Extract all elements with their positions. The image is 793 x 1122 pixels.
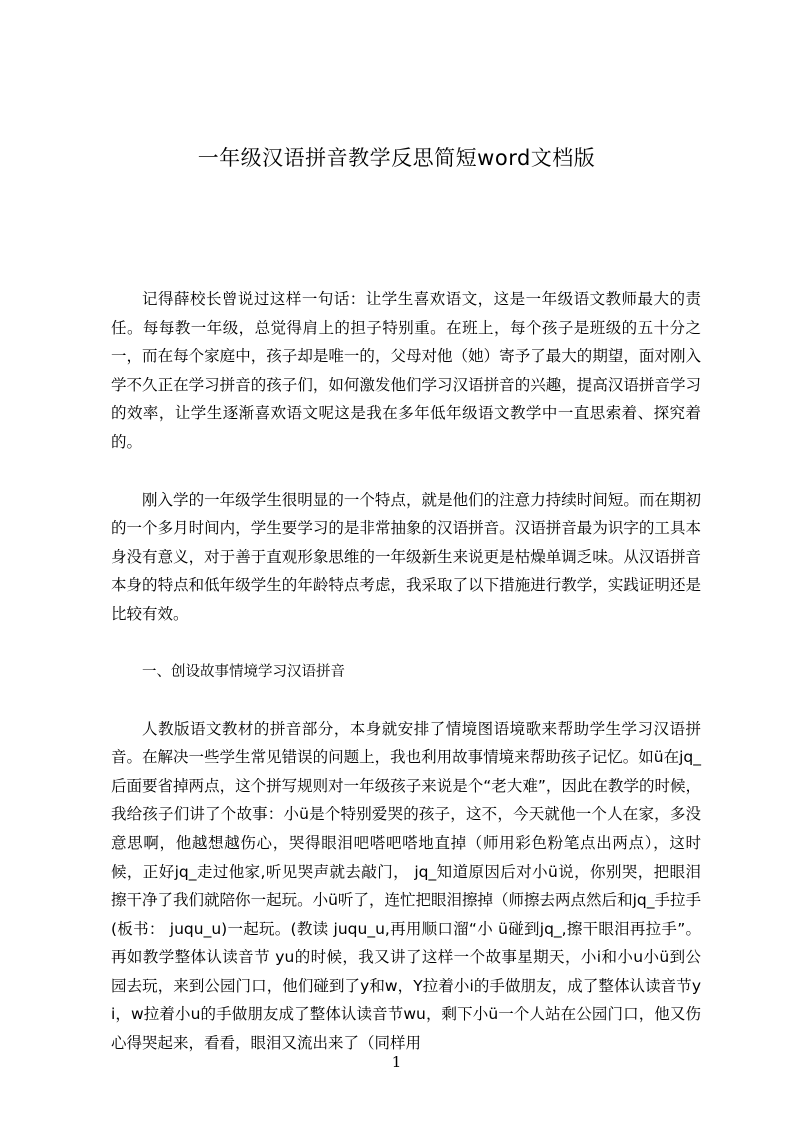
- paragraph-spacer: [111, 686, 701, 715]
- document-body: [111, 285, 701, 1058]
- body-paragraph: 记得薛校长曾说过这样一句话：让学生喜欢语文，这是一年级语文教师最大的责任。每每教一年级，总觉得肩上的担子特别重。在班上，每个孩子是班级的五十分之一，而在每个家庭中，孩子却是唯一的，父母对他（她）寄予了最大的期望，面对刚入学不久正在学习拼音的孩子们，如何激发他们学习汉语拼音的兴趣，提高汉语拼音学习的效率，让学生逐渐喜欢语文呢这是我在多年低年级语文教学中一直思索着、探究着的。: [111, 290, 701, 451]
- body-paragraph: 人教版语文教材的拼音部分，本身就安排了情境图语境歌来帮助学生学习汉语拼音。在解决一些学生常见错误的问题上，我也利用故事情境来帮助孩子记忆。如ü在jq_后面要省掉两点，这个拼写规则对一年级孩子来说是个“老大难”，因此在教学的时候，我给孩子们讲了个故事：小ü是个特别爱哭的孩子，这不，今天就他一个人在家，多没意思啊，他越想越伤心，哭得眼泪吧嗒吧嗒地直掉（师用彩色粉笔点出两点），这时候，正好jq_走过他家,听见哭声就去敲门， jq_知道原因后对小ü说，你别哭，把眼泪擦干净了我们就陪你一起玩。小ü听了，连忙把眼泪擦掉（师擦去两点然后和jq_手拉手(板书： juqu_u)一起玩。(教读 juqu_u,再用顺口溜“小 ü碰到jq_,擦干眼泪再拉手”。再如教学整体认读音节 yu的时候，我又讲了这样一个故事星期天，小i和小u小ü到公园去玩，来到公园门口，他们碰到了y和w，Y拉着小i的手做朋友，成了整体认读音节yi，w拉着小u的手做朋友成了整体认读音节wu，剩下小ü一个人站在公园门口，他又伤心得哭起来，看看，眼泪又流出来了（同样用: [111, 719, 701, 1053]
- page-number: 1: [391, 1053, 402, 1071]
- page-title: 一年级汉语拼音教学反思简短word文档版: [197, 146, 596, 170]
- body-paragraph: 刚入学的一年级学生很明显的一个特点，就是他们的注意力持续时间短。而在期初的一个多月时间内，学生要学习的是非常抽象的汉语拼音。汉语拼音最为识字的工具本身没有意义，对于善于直观形象思维的一年级新生来说更是枯燥单调乏味。从汉语拼音本身的特点和低年级学生的年龄特点考虑，我采取了以下措施进行教学，实践证明还是比较有效。: [111, 490, 701, 623]
- section-heading: 一、创设故事情境学习汉语拼音: [142, 663, 345, 680]
- paragraph-spacer: [111, 629, 701, 658]
- paragraph-spacer: [111, 457, 701, 486]
